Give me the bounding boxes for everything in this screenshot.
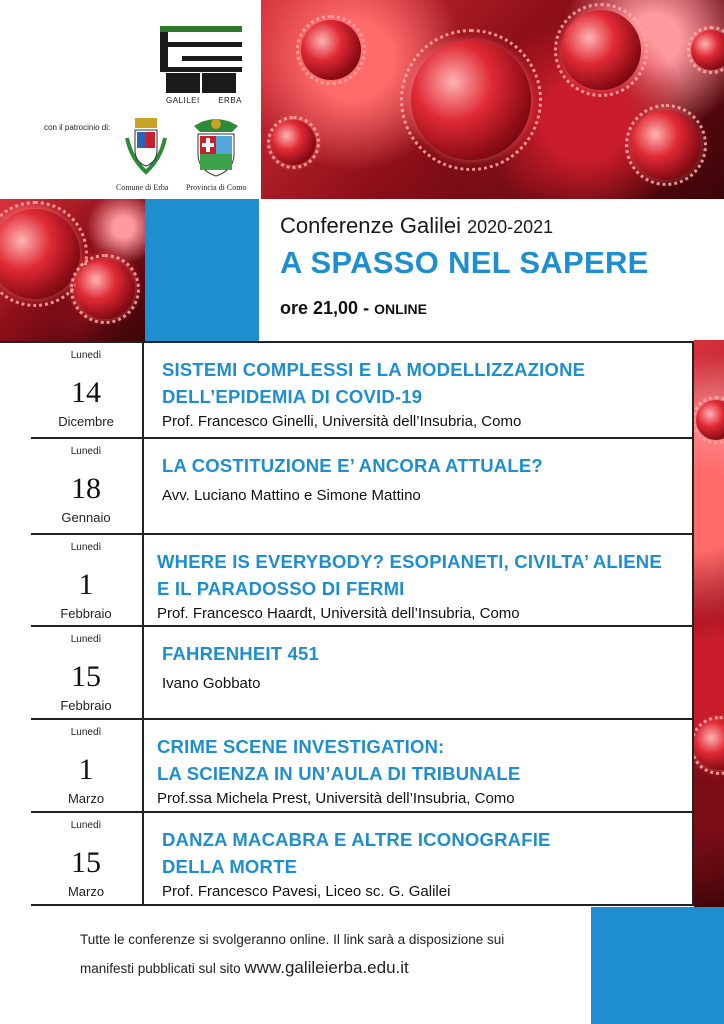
- website-link[interactable]: www.galileierba.edu.it: [244, 958, 409, 977]
- event-title-line: CRIME SCENE INVESTIGATION:: [157, 736, 445, 757]
- row-divider: [31, 533, 693, 535]
- event-day-number: 15: [71, 846, 101, 879]
- event-day-number: 1: [78, 568, 94, 601]
- row-divider: [31, 625, 693, 627]
- page-title: A SPASSO NEL SAPERE: [280, 245, 649, 280]
- event-day-number: 18: [71, 472, 101, 505]
- blue-block-footer: [591, 907, 724, 1024]
- patronage-label: con il patrocinio di:: [44, 123, 111, 132]
- event-month: Febbraio: [60, 698, 112, 713]
- series-title: [280, 213, 553, 239]
- event-day-number: 14: [71, 376, 101, 409]
- sponsor-provincia-label: Provincia di Como: [186, 183, 247, 192]
- event-weekday: Lunedì: [70, 542, 102, 553]
- time-separator: -: [358, 298, 375, 318]
- event-title-line: SISTEMI COMPLESSI E LA MODELLIZZAZIONE: [162, 359, 586, 380]
- event-month: Marzo: [67, 791, 105, 806]
- event-title-line: LA SCIENZA IN UN’AULA DI TRIBUNALE: [157, 763, 521, 784]
- event-title-line: DELLA MORTE: [162, 856, 298, 877]
- event-title-line: DANZA MACABRA E ALTRE ICONOGRAFIE: [162, 829, 551, 850]
- row-divider: [31, 437, 693, 439]
- mode-text: ONLINE: [374, 301, 427, 317]
- logo-text-left: GALILEI: [166, 96, 200, 105]
- logo-text: [166, 96, 242, 105]
- event-weekday: Lunedì: [70, 634, 102, 645]
- event-day-number: 15: [71, 660, 101, 693]
- event-speaker: Ivano Gobbato: [162, 675, 261, 692]
- series-year: 2020-2021: [467, 217, 554, 237]
- event-month: Marzo: [67, 884, 105, 899]
- event-weekday: Lunedì: [70, 727, 102, 738]
- sponsor-comune-label: Comune di Erba: [116, 183, 169, 192]
- event-title-line: E IL PARADOSSO DI FERMI: [157, 578, 405, 599]
- event-speaker: Prof. Francesco Haardt, Università dell’Insubria, Como: [157, 605, 520, 622]
- time-text: ore 21,00: [280, 298, 359, 318]
- footer-line-1: Tutte le conferenze si svolgeranno online. Il link sarà a disposizione sui: [80, 932, 505, 947]
- row-divider: [31, 811, 693, 813]
- event-month: Dicembre: [58, 414, 114, 429]
- event-month: Gennaio: [61, 510, 111, 525]
- provincia-crest-icon: [192, 116, 240, 178]
- virus-strip-right: [694, 340, 724, 907]
- event-speaker: Prof. Francesco Pavesi, Liceo sc. G. Galilei: [162, 883, 451, 900]
- event-speaker: Prof. Francesco Ginelli, Università dell’Insubria, Como: [162, 413, 522, 430]
- event-month: Febbraio: [60, 606, 112, 621]
- event-weekday: Lunedì: [70, 350, 102, 361]
- footer-line-2: [80, 958, 409, 978]
- table-top-border: [0, 341, 694, 343]
- event-speaker: Prof.ssa Michela Prest, Università dell’Insubria, Como: [157, 790, 515, 807]
- comune-crest-icon: [123, 118, 169, 176]
- footer-prefix: manifesti pubblicati sul sito: [80, 961, 245, 976]
- event-weekday: Lunedì: [70, 820, 102, 831]
- event-time: [280, 298, 427, 319]
- virus-image-top: [261, 0, 724, 199]
- event-title-line: DELL’EPIDEMIA DI COVID-19: [162, 386, 423, 407]
- virus-image-left: [0, 199, 145, 341]
- row-divider: [31, 718, 693, 720]
- logo-text-right: ERBA: [218, 96, 242, 105]
- event-day-number: 1: [78, 753, 94, 786]
- blue-square-header: [145, 199, 259, 341]
- event-weekday: Lunedì: [70, 446, 102, 457]
- row-divider: [31, 904, 693, 906]
- series-name: Conferenze Galilei: [280, 213, 461, 238]
- event-title-line: WHERE IS EVERYBODY? ESOPIANETI, CIVILTA’ ALIENE: [157, 551, 662, 572]
- table-right-border: [692, 343, 694, 906]
- event-title-line: FAHRENHEIT 451: [162, 643, 320, 664]
- event-title-line: LA COSTITUZIONE E’ ANCORA ATTUALE?: [162, 455, 543, 476]
- event-speaker: Avv. Luciano Mattino e Simone Mattino: [162, 487, 421, 504]
